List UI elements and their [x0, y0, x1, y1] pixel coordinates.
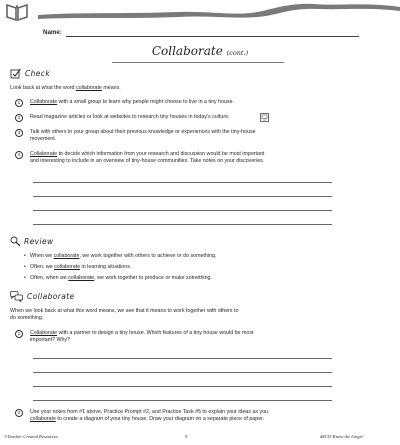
collaborate-item-2: Use your notes from #1 above, Practice Prompt #2, and Practice Task #5 to explain your ideas as you collaborate to create a diagram of your tiny house. Draw your diagram on a separate piece of paper.	[30, 409, 269, 423]
footer-product: #8135 Know the Lingo!	[320, 434, 364, 439]
check-item-1: Collaborate with a small group to learn why people might choose to live in a tiny house.	[30, 99, 235, 105]
item-number: 2	[15, 409, 23, 417]
name-field[interactable]	[66, 36, 359, 37]
review-bullet: • When we collaborate, we work together with others to achieve or do something.	[30, 253, 216, 260]
checkbox-icon	[10, 68, 21, 79]
writing-line[interactable]	[33, 372, 332, 373]
page-subtitle: (cont.)	[226, 49, 249, 57]
review-bullet: • Often, we collaborate in learning situations.	[30, 264, 131, 271]
collaborate-heading: Collaborate	[27, 292, 75, 301]
writing-line[interactable]	[33, 182, 332, 183]
item-number: 2	[15, 114, 23, 122]
item-number: 1	[15, 99, 23, 107]
check-item-4: Collaborate to decide which information from your research and discussion would be most important and interesting to include in an overview of tiny-house communities. Take notes on your discoveries.	[30, 151, 265, 165]
check-item-3: Talk with others in your group about their previous knowledge or experiences with the tiny-house movement.	[30, 129, 256, 143]
writing-line[interactable]	[33, 224, 332, 225]
writing-line[interactable]	[33, 386, 332, 387]
computer-icon	[260, 113, 269, 122]
page-number: 9	[185, 434, 188, 439]
speech-bubbles-icon	[10, 291, 23, 302]
magnifying-glass-icon	[10, 236, 21, 247]
review-heading: Review	[24, 237, 54, 246]
page-title: Collaborate (cont.)	[151, 44, 249, 58]
footer-copyright: ©Teacher Created Resources	[4, 434, 58, 439]
collaborate-item-1: Collaborate with a partner to design a tiny house. Which features of a tiny house would be most important? Why?	[30, 330, 254, 344]
check-item-2: Read magazine articles or look at websites to research tiny houses in today’s culture.	[30, 114, 230, 120]
collaborate-intro: When we look back at what this word means, we see that it means to work together with others to do something.	[10, 308, 239, 322]
writing-line[interactable]	[33, 400, 332, 401]
open-book-icon	[4, 2, 30, 22]
title-underline	[112, 62, 284, 63]
writing-line[interactable]	[33, 210, 332, 211]
item-number: 4	[15, 151, 23, 159]
writing-line[interactable]	[33, 358, 332, 359]
review-bullet: • Often, when we collaborate, we work together to produce or make something.	[30, 275, 212, 282]
item-number: 1	[15, 330, 23, 338]
item-number: 3	[15, 129, 23, 137]
header-swoosh	[38, 0, 400, 24]
name-label: Name:	[43, 29, 62, 36]
writing-line[interactable]	[33, 196, 332, 197]
check-heading: Check	[25, 69, 51, 78]
check-intro: Look back at what the word collaborate means.	[10, 85, 121, 91]
